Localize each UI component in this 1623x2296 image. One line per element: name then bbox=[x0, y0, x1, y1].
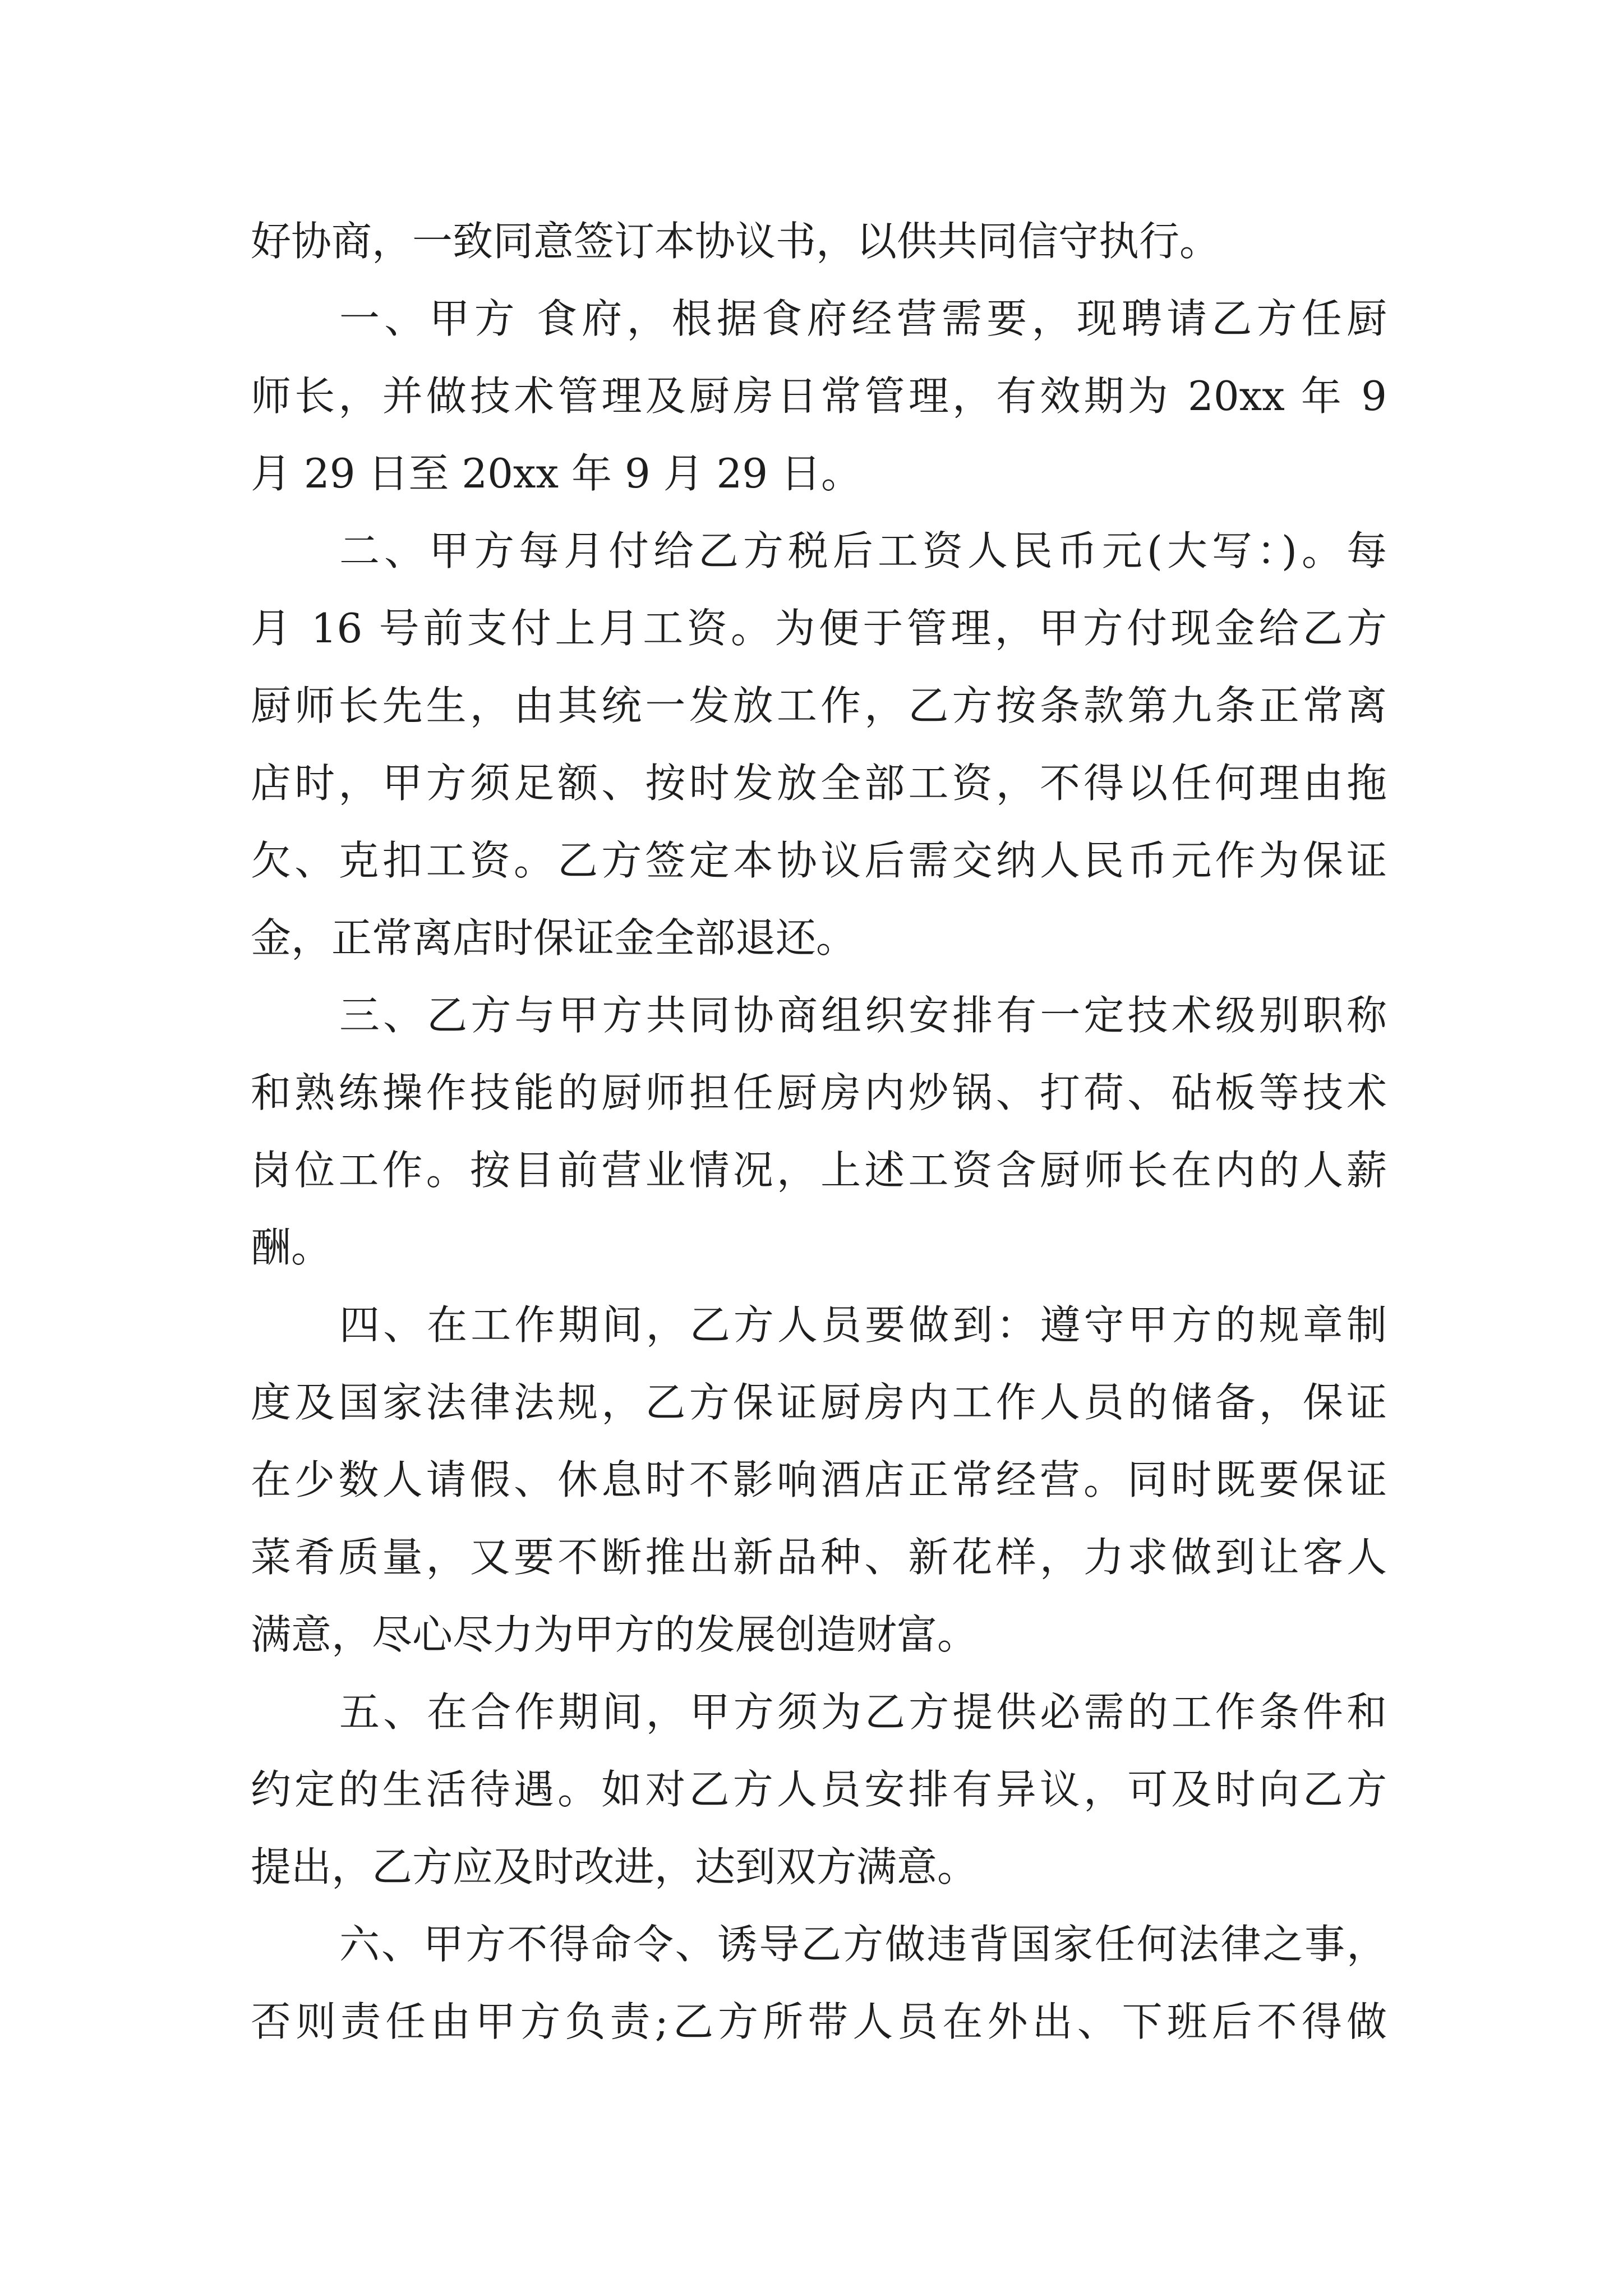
clause-4-line: 满意，尽心尽力为甲方的发展创造财富。 bbox=[251, 1611, 978, 1658]
clause-1-line: 月 29 日至 20xx 年 9 月 29 日。 bbox=[251, 450, 861, 497]
clause-2-line: 二、甲方每月付给乙方税后工资人民币元(大写：)。每 bbox=[339, 527, 1387, 574]
clause-6-line: 否则责任由甲方负责;乙方所带人员在外出、下班后不得做 bbox=[251, 1998, 1387, 2045]
clause-4-line: 度及国家法律法规，乙方保证厨房内工作人员的储备，保证 bbox=[251, 1379, 1387, 1426]
clause-5-line: 提出，乙方应及时改进，达到双方满意。 bbox=[251, 1843, 978, 1890]
clause-5-line: 五、在合作期间，甲方须为乙方提供必需的工作条件和 bbox=[339, 1688, 1387, 1736]
clause-3-line: 酬。 bbox=[251, 1224, 332, 1271]
clause-3-line: 和熟练操作技能的厨师担任厨房内炒锅、打荷、砧板等技术 bbox=[251, 1069, 1387, 1116]
clause-4-line: 在少数人请假、休息时不影响酒店正常经营。同时既要保证 bbox=[251, 1456, 1387, 1503]
document-body bbox=[251, 203, 1387, 2060]
clause-3-line: 三、乙方与甲方共同协商组织安排有一定技术级别职称 bbox=[339, 992, 1387, 1039]
clause-2-line: 店时，甲方须足额、按时发放全部工资，不得以任何理由拖 bbox=[251, 760, 1387, 807]
clause-1-line: 师长，并做技术管理及厨房日常管理，有效期为 20xx 年 9 bbox=[251, 372, 1387, 420]
clause-6-line: 六、甲方不得命令、诱导乙方做违背国家任何法律之事， bbox=[339, 1921, 1387, 1968]
clause-2-line: 厨师长先生，由其统一发放工作，乙方按条款第九条正常离 bbox=[251, 682, 1387, 729]
clause-2-line: 欠、克扣工资。乙方签定本协议后需交纳人民币元作为保证 bbox=[251, 837, 1387, 884]
paragraph-line: 好协商，一致同意签订本协议书，以供共同信守执行。 bbox=[251, 218, 1220, 265]
clause-2-line: 月 16 号前支付上月工资。为便于管理，甲方付现金给乙方 bbox=[251, 605, 1387, 652]
clause-5-line: 约定的生活待遇。如对乙方人员安排有异议，可及时向乙方 bbox=[251, 1766, 1387, 1813]
clause-4-line: 四、在工作期间，乙方人员要做到：遵守甲方的规章制 bbox=[339, 1301, 1387, 1349]
clause-3-line: 岗位工作。按目前营业情况，上述工资含厨师长在内的人薪 bbox=[251, 1147, 1387, 1194]
clause-4-line: 菜肴质量，又要不断推出新品种、新花样，力求做到让客人 bbox=[251, 1534, 1387, 1581]
clause-1-line: 一、甲方 食府，根据食府经营需要，现聘请乙方任厨 bbox=[339, 295, 1387, 342]
clause-2-line: 金，正常离店时保证金全部退还。 bbox=[251, 914, 857, 961]
